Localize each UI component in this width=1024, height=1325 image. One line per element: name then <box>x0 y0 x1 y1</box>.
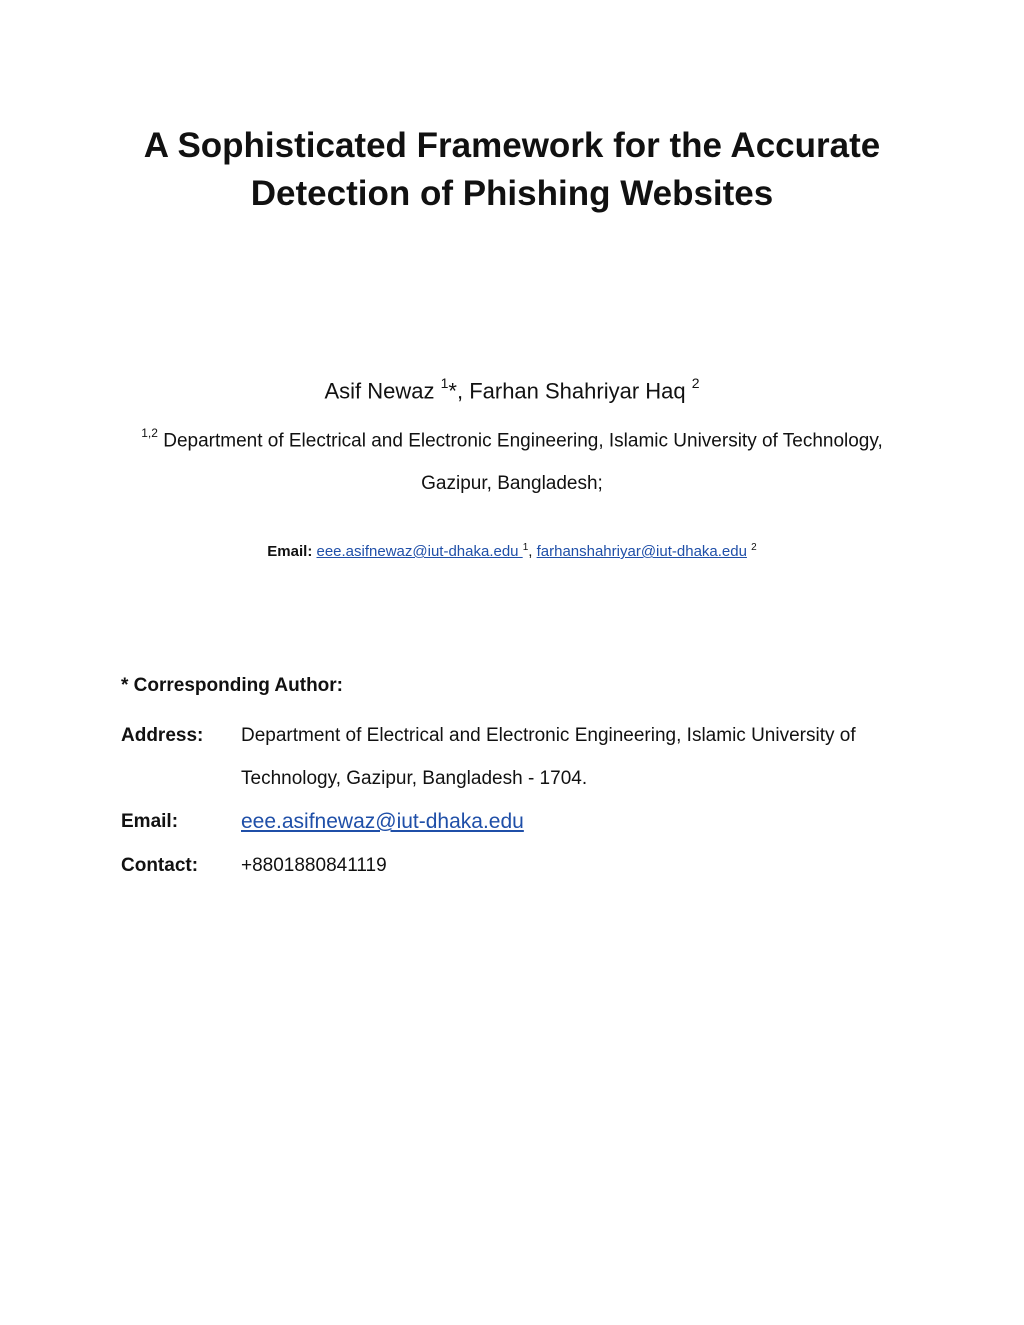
contact-row <box>121 844 901 887</box>
email-1-mark: 1 <box>522 542 529 553</box>
email-link-2[interactable]: farhanshahriyar@iut-dhaka.edu <box>536 543 747 560</box>
email-label: Email: <box>267 543 313 560</box>
email-separator: , <box>528 543 537 560</box>
address-value: Department of Electrical and Electronic Engineering, Islamic University of Technology, Gazipur, Bangladesh - 1704. <box>241 725 856 789</box>
corresponding-author-details <box>121 714 901 887</box>
contact-label: Contact: <box>121 855 199 876</box>
author-emails <box>0 536 1024 564</box>
corresponding-email-link[interactable]: eee.asifnewaz@iut-dhaka.edu <box>241 810 524 833</box>
author-list <box>0 367 1024 409</box>
affiliation-text: Department of Electrical and Electronic Engineering, Islamic University of Technology, Gazipur, Bangladesh; <box>157 430 883 495</box>
title-line-2: Detection of Phishing Websites <box>250 174 774 213</box>
title-line-1: A Sophisticated Framework for the Accurate <box>143 126 881 165</box>
contact-value: +8801880841119 <box>241 855 387 876</box>
email-link-1[interactable]: eee.asifnewaz@iut-dhaka.edu <box>316 543 523 560</box>
address-label: Address: <box>121 725 204 746</box>
author-1-name: Asif Newaz <box>324 378 441 404</box>
corresponding-email-label: Email: <box>121 811 179 832</box>
paper-title <box>0 122 1024 218</box>
corresponding-author-heading: * Corresponding Author: <box>121 675 343 696</box>
email-row <box>121 800 901 844</box>
affiliation <box>130 414 894 505</box>
author-2-affiliation-mark: 2 <box>691 375 700 391</box>
author-1-affiliation-mark: 1 <box>440 375 449 391</box>
email-2-mark: 2 <box>751 542 757 553</box>
corresponding-mark: *, <box>448 378 470 404</box>
author-2-name: Farhan Shahriyar Haq <box>469 378 692 404</box>
address-row <box>121 714 901 800</box>
affiliation-mark: 1,2 <box>141 426 158 440</box>
